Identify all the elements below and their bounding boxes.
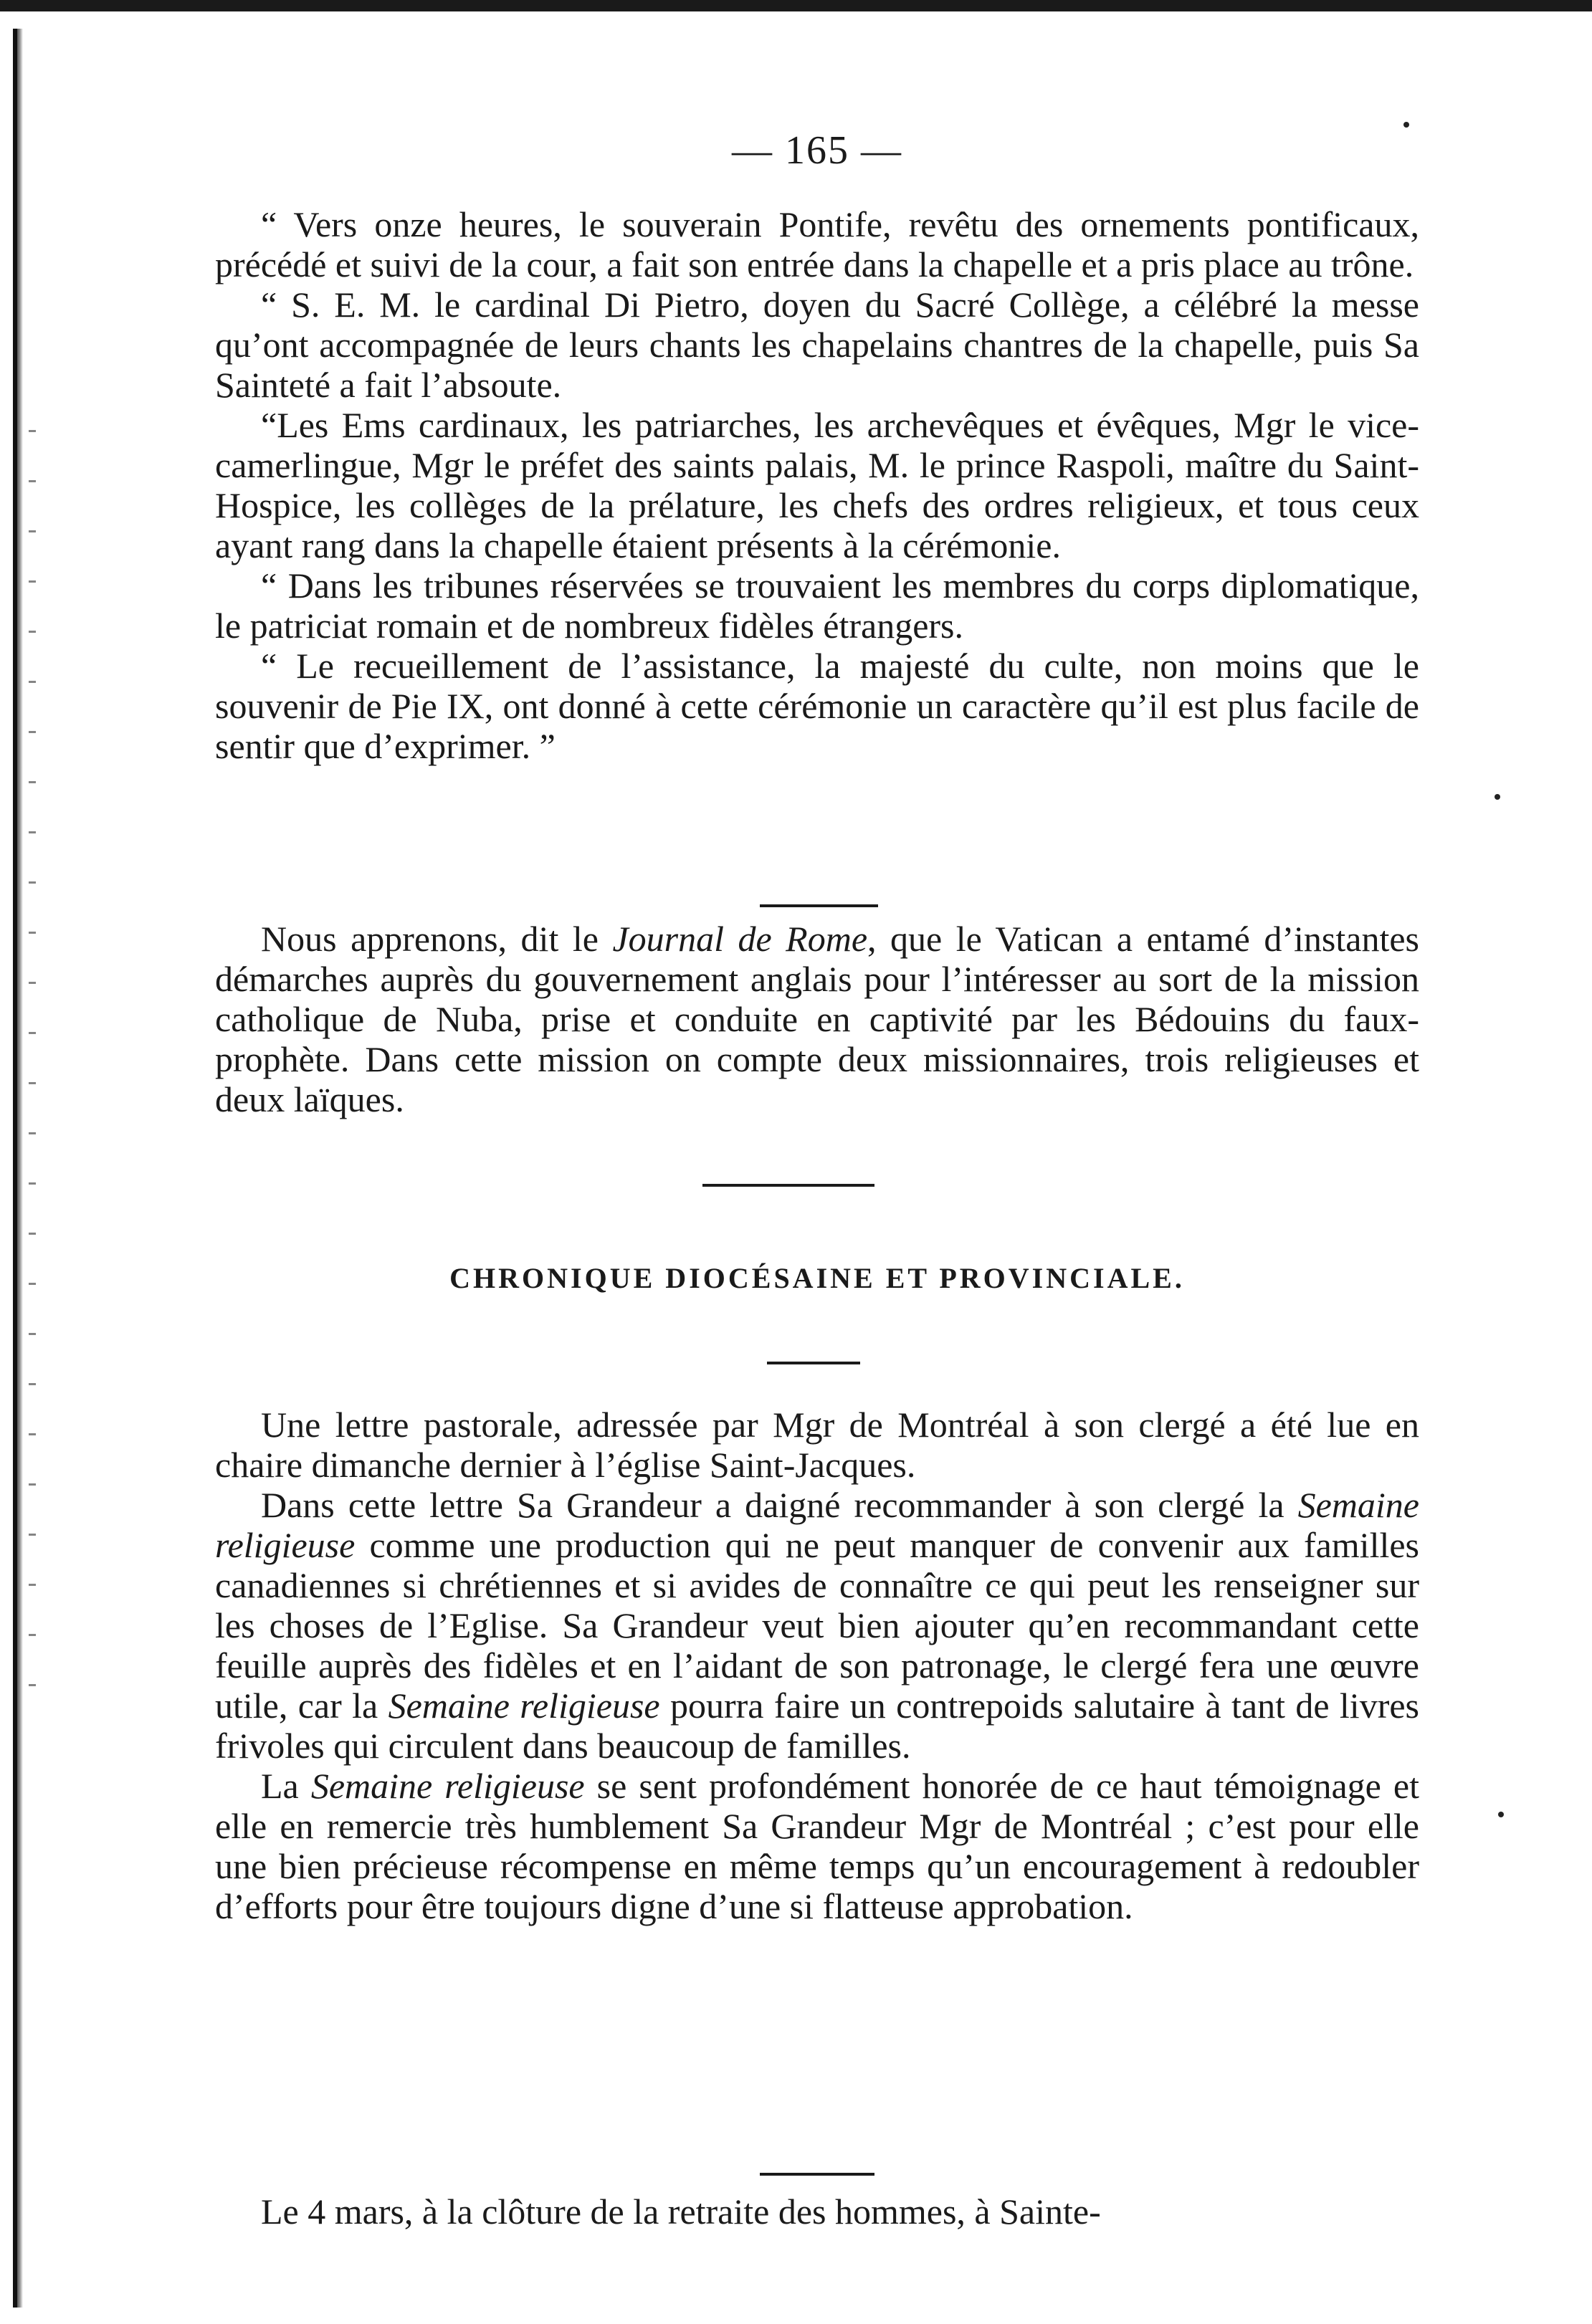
paragraph: Une lettre pastorale, adressée par Mgr de Montréal à son clergé a été lue en chaire dimanche dernier à l’église Saint-Jacques. [215,1405,1419,1485]
publication-title: Semaine religieuse [310,1766,585,1806]
separator-rule [702,1184,874,1187]
binding-marks [29,430,36,1720]
separator-rule [767,1362,860,1364]
text: se sent profondément honorée de ce haut témoignage et elle en remercie très humblement Sa Grandeur Mgr de Montréal ; c’est pour elle une bien précieuse récompense en même temps qu’un encouragement à redoubler d’efforts pour être toujours digne d’une si flatteuse approbation. [215,1766,1419,1926]
section-continuation [215,2191,1419,2232]
separator-rule [760,2173,874,2176]
text: , que le Vatican a entamé d’instantes démarches auprès du gouvernement anglais pour l’intéresser au sort de la mission catholique de Nuba, prise et conduite en captivité par les Bédouins du faux-prophète. Dans cette mission on compte deux missionnaires, trois religieuses et deux laïques. [215,919,1419,1119]
text: La [261,1766,299,1806]
section-nuba-mission [215,919,1419,1119]
paragraph [215,1485,1419,1766]
ink-speck [1403,122,1409,128]
text: pourra faire un contrepoids salutaire à tant de livres frivoles qui circulent dans beaucoup de familles. [215,1685,1419,1766]
text: comme une production qui ne peut manquer de convenir aux familles canadiennes si chrétiennes et si avides de connaître ce qui peut les renseigner sur les choses de l’Eglise. Sa Grandeur veut bien ajouter qu’en recommandant cette feuille auprès des fidèles et en l’aidant de son patronage, le clergé fera une œuvre utile, car la [215,1525,1420,1726]
paragraph: “Les Ems cardinaux, les patriarches, les archevêques et évêques, Mgr le vice-camerlingue, Mgr le préfet des saints palais, M. le prince Raspoli, maître du Saint-Hospice, les collèges de la prélature, les chefs des ordres religieux, et tous ceux ayant rang dans la chapelle étaient présents à la cérémonie. [215,405,1419,565]
paragraph [215,1766,1419,1926]
section-audience-report [215,204,1419,766]
paragraph: “ Vers onze heures, le souverain Pontife, revêtu des ornements pontificaux, précédé et suivi de la cour, a fait son entrée dans la chapelle et a pris place au trône. [215,204,1419,284]
binding-edge [13,29,23,2308]
text: Dans cette lettre Sa Grandeur a daigné recommander à son clergé la [261,1485,1284,1525]
paragraph [215,919,1419,1119]
text: Nous apprenons, dit le [261,919,599,959]
publication-title: Semaine religieuse [215,1485,1419,1565]
paragraph: “ Dans les tribunes réservées se trouvaient les membres du corps diplomatique, le patriciat romain et de nombreux fidèles étrangers. [215,565,1419,646]
ink-speck [1495,794,1500,800]
separator-rule [760,904,878,907]
journal-title: Journal de Rome [612,919,868,959]
publication-title: Semaine religieuse [388,1685,660,1726]
section-heading: CHRONIQUE DIOCÉSAINE ET PROVINCIALE. [449,1262,1185,1294]
paragraph: “ Le recueillement de l’assistance, la majesté du culte, non moins que le souvenir de Pie IX, ont donné à cette cérémonie un caractère qu’il est plus facile de sentir que d’exprimer. ” [215,646,1419,766]
page-number: — 165 — [732,128,902,173]
ink-speck [1498,1812,1504,1817]
top-border [0,0,1592,11]
paragraph: Le 4 mars, à la clôture de la retraite des hommes, à Sainte- [261,2191,1101,2232]
paragraph: “ S. E. M. le cardinal Di Pietro, doyen du Sacré Collège, a célébré la messe qu’ont accompagnée de leurs chants les chapelains chantres de la chapelle, puis Sa Sainteté a fait l’absoute. [215,284,1419,405]
section-chronicle [215,1405,1419,1926]
